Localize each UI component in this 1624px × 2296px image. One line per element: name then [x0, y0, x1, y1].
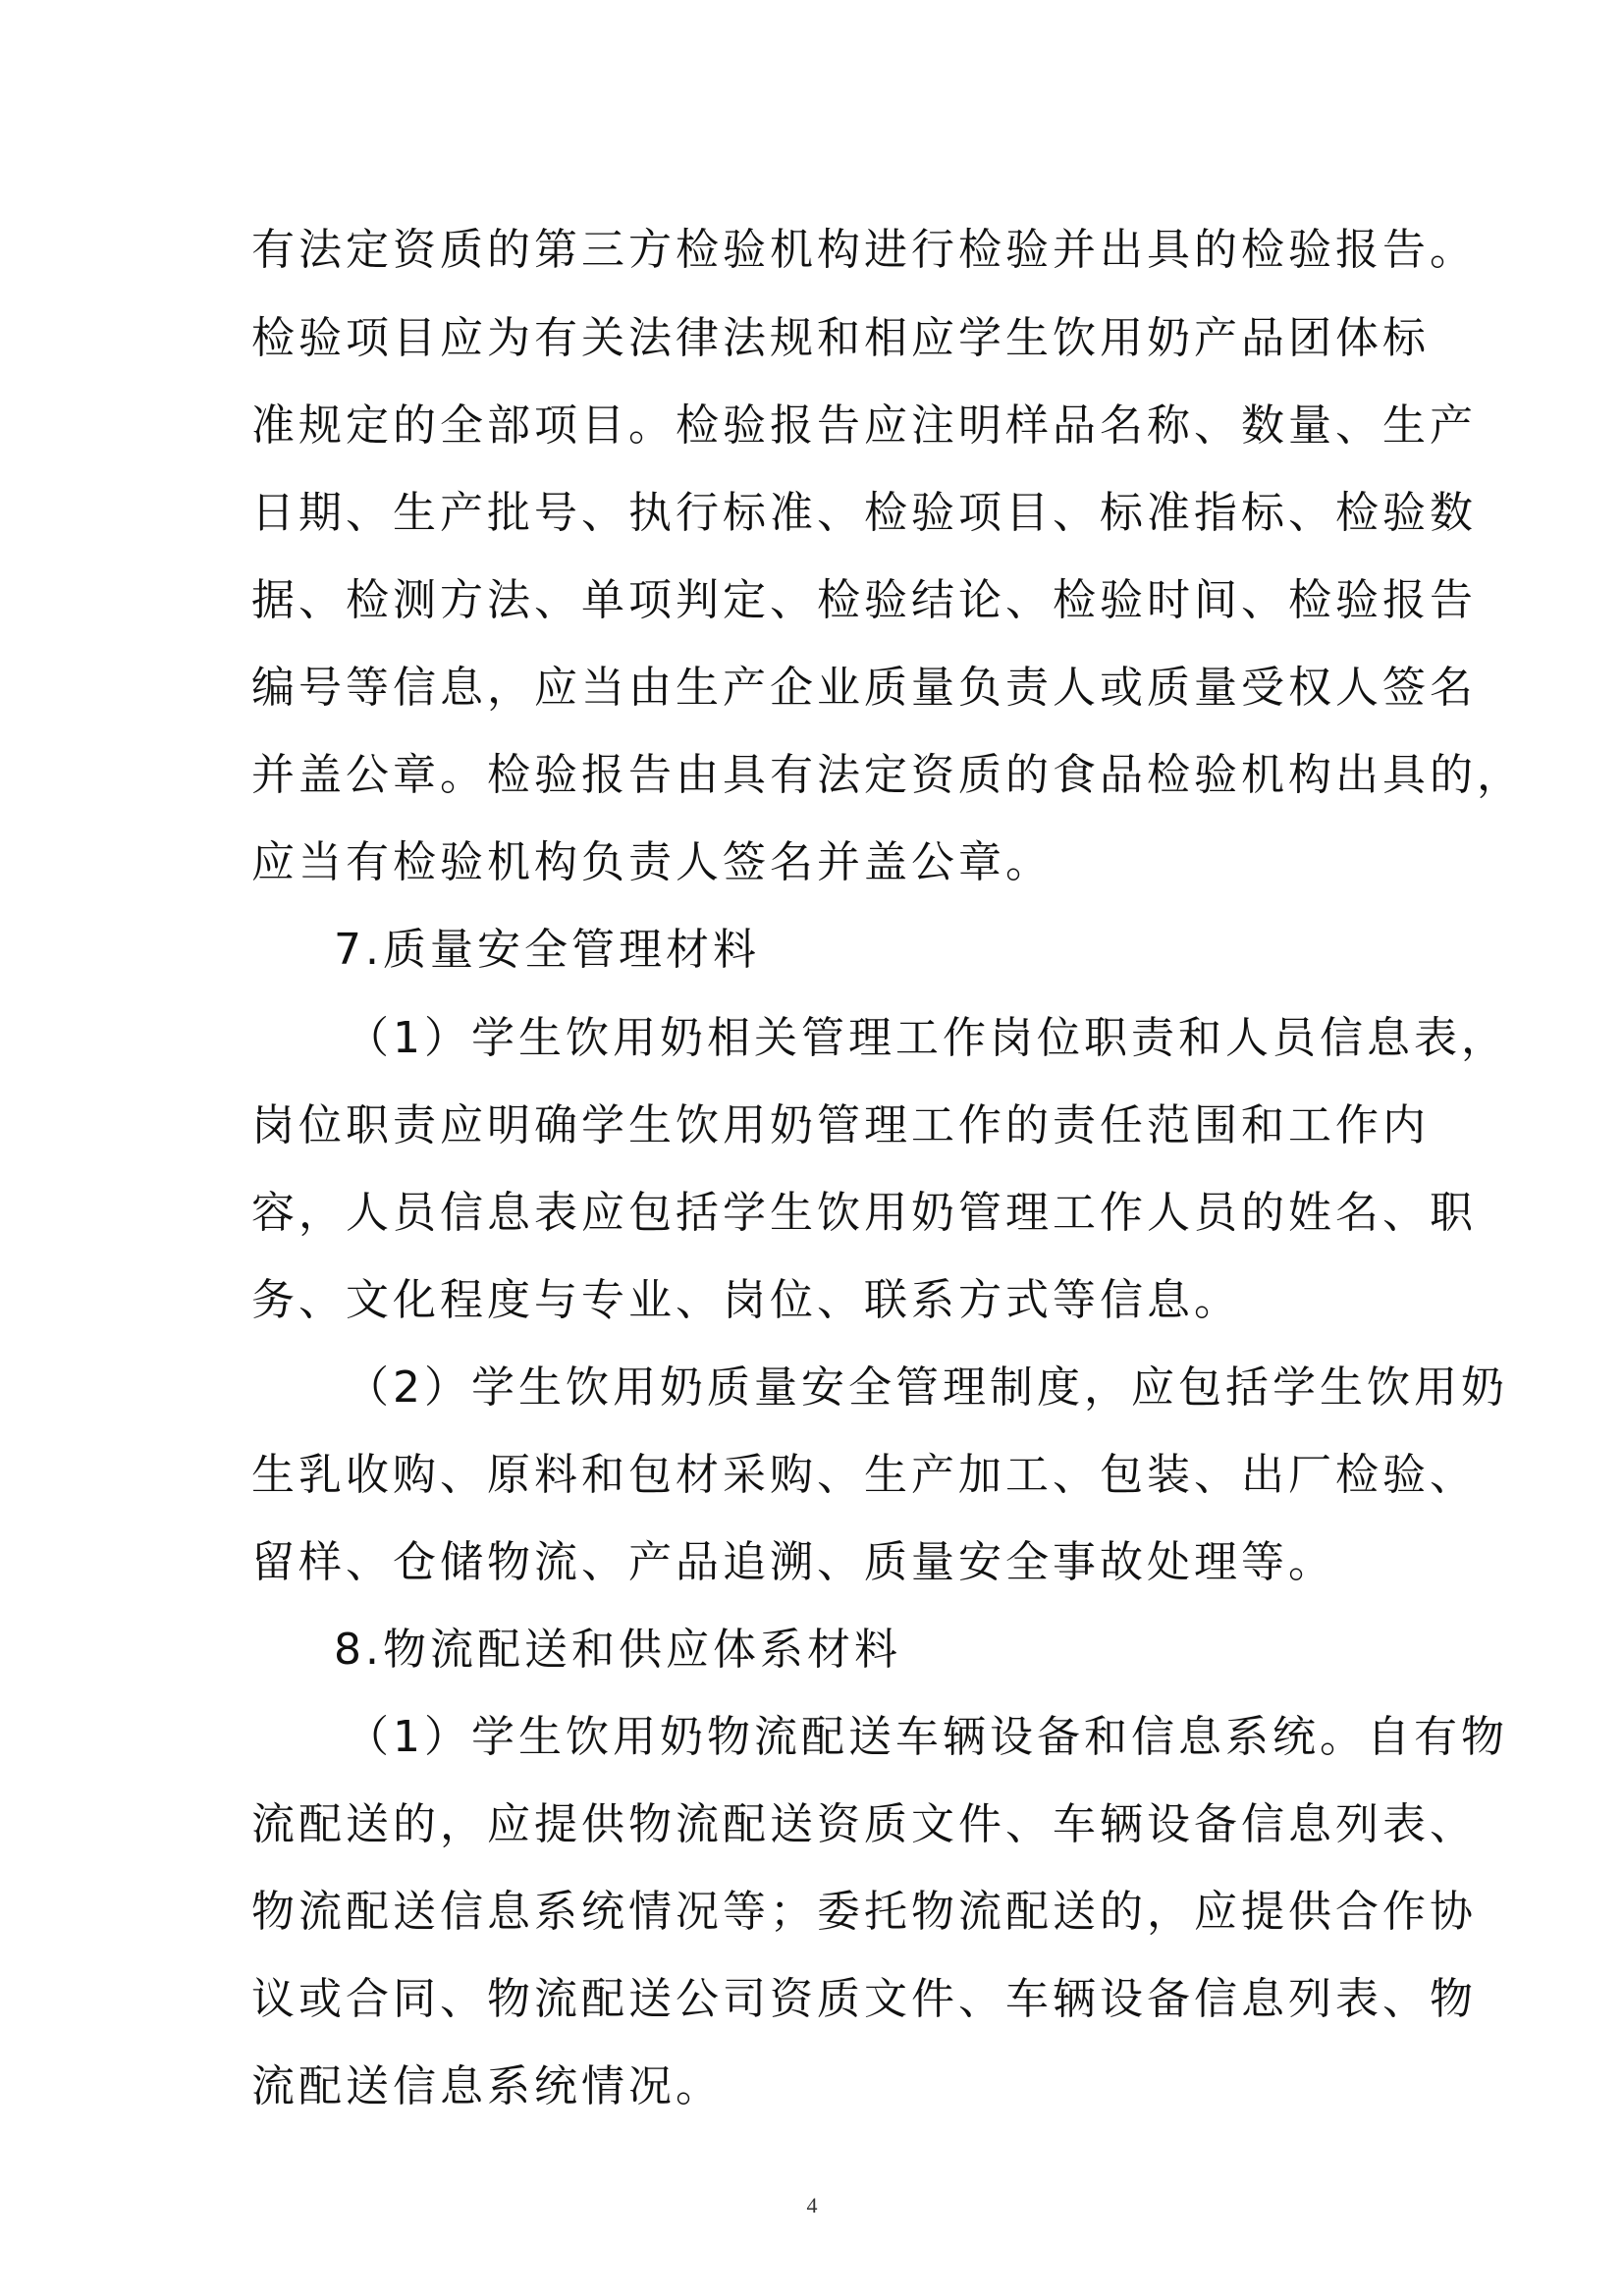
text-line-7: 并盖公章。检验报告由具有法定资质的食品检验机构出具的，: [251, 750, 1524, 800]
paragraph-line-7: 留样、仓储物流、产品追溯、质量安全事故处理等。: [251, 1537, 1335, 1587]
page-number: 4: [806, 2193, 818, 2217]
paragraph-line-1: （1）学生饮用奶相关管理工作岗位职责和人员信息表，: [346, 1013, 1508, 1063]
paragraph-line-8: （1）学生饮用奶物流配送车辆设备和信息系统。自有物: [346, 1712, 1508, 1762]
paragraph-line-4: 务、文化程度与专业、岗位、联系方式等信息。: [251, 1275, 1241, 1325]
paragraph-line-3: 容，人员信息表应包括学生饮用奶管理工作人员的姓名、职: [251, 1188, 1477, 1238]
text-line-1: 有法定资质的第三方检验机构进行检验并出具的检验报告。: [251, 225, 1477, 275]
section-heading-8: 8.物流配送和供应体系材料: [334, 1625, 901, 1675]
paragraph-line-10: 物流配送信息系统情况等；委托物流配送的，应提供合作协: [251, 1887, 1477, 1937]
text-line-4: 日期、生产批号、执行标准、检验项目、标准指标、检验数: [251, 488, 1477, 538]
text-line-6: 编号等信息，应当由生产企业质量负责人或质量受权人签名: [251, 663, 1477, 713]
text-line-3: 准规定的全部项目。检验报告应注明样品名称、数量、生产: [251, 400, 1477, 451]
paragraph-line-2: 岗位职责应明确学生饮用奶管理工作的责任范围和工作内: [251, 1100, 1430, 1150]
paragraph-line-6: 生乳收购、原料和包材采购、生产加工、包装、出厂检验、: [251, 1450, 1477, 1500]
text-line-2: 检验项目应为有关法律法规和相应学生饮用奶产品团体标: [251, 313, 1430, 363]
text-line-8: 应当有检验机构负责人签名并盖公章。: [251, 837, 1053, 887]
paragraph-line-11: 议或合同、物流配送公司资质文件、车辆设备信息列表、物: [251, 1974, 1477, 2024]
paragraph-line-12: 流配送信息系统情况。: [251, 2061, 723, 2111]
text-line-5: 据、检测方法、单项判定、检验结论、检验时间、检验报告: [251, 575, 1477, 625]
paragraph-line-5: （2）学生饮用奶质量安全管理制度，应包括学生饮用奶: [346, 1362, 1508, 1413]
paragraph-line-9: 流配送的，应提供物流配送资质文件、车辆设备信息列表、: [251, 1799, 1477, 1849]
section-heading-7: 7.质量安全管理材料: [334, 925, 760, 975]
